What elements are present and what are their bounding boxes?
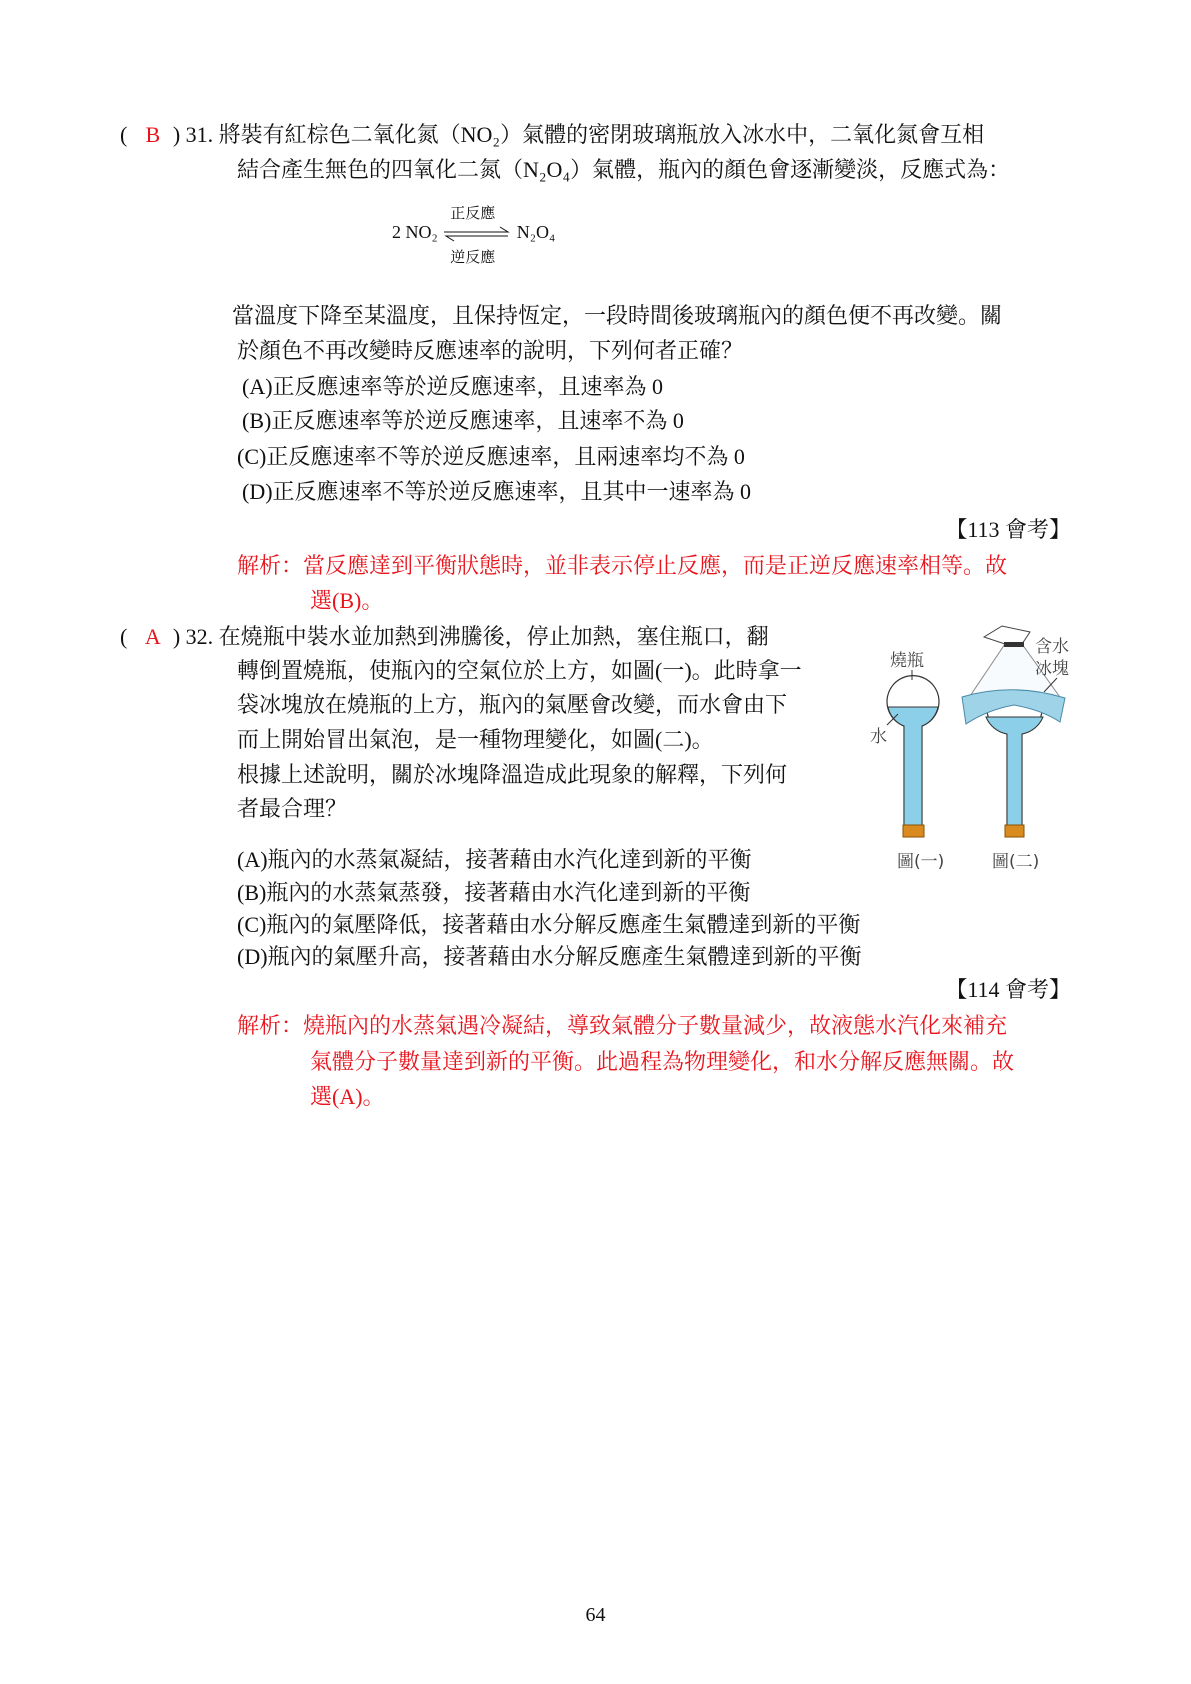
q32-option-d: (D)瓶內的氣壓升高，接著藉由水分解反應產生氣體達到新的平衡 <box>237 944 862 969</box>
flask-figure <box>862 622 1077 877</box>
q31-stem-line: 將裝有紅棕色二氧化氮（NO₂）氣體的密閉玻璃瓶放入冰水中，二氧化氮會互相 <box>218 122 985 147</box>
q31-option-d: (D)正反應速率不等於逆反應速率，且其中一速率為 0 <box>242 479 752 504</box>
q31-analysis-line: 解析：當反應達到平衡狀態時，並非表示停止反應，而是正逆反應速率相等。故 <box>237 553 1008 578</box>
ice-label-2: 冰塊 <box>1035 659 1069 679</box>
q31-para-line: 於顏色不再改變時反應速率的說明，下列何者正確？ <box>237 338 744 363</box>
fig1-caption: 圖(一) <box>897 852 945 872</box>
q32-analysis-line: 氣體分子數量達到新的平衡。此過程為物理變化，和水分解反應無關。故 <box>310 1049 1015 1074</box>
q31-source: 【113 會考】 <box>945 517 1071 542</box>
q32-option-c: (C)瓶內的氣壓降低，接著藉由水分解反應產生氣體達到新的平衡 <box>237 912 861 937</box>
eq-forward-label: 正反應 <box>450 205 496 222</box>
equilibrium-arrow-icon <box>442 205 512 266</box>
q31-option-b: (B)正反應速率等於逆反應速率，且速率不為 0 <box>242 408 684 433</box>
q32-number: 32. <box>185 624 214 649</box>
page-number: 64 <box>585 1604 606 1626</box>
eq-product: N₂O₄ <box>516 222 556 242</box>
q32-analysis-line: 解析：燒瓶內的水蒸氣遇冷凝結，導致氣體分子數量減少，故液態水汽化來補充 <box>237 1013 1008 1038</box>
q32-analysis-line: 選(A)。 <box>310 1084 385 1109</box>
q32-stem-line: 袋冰塊放在燒瓶的上方，瓶內的氣壓會改變，而水會由下 <box>237 692 788 717</box>
q32-answer: A <box>144 624 161 649</box>
fig2-caption: 圖(二) <box>992 852 1040 872</box>
q31-option-a: (A)正反應速率等於逆反應速率，且速率為 0 <box>242 374 664 399</box>
q32-stem-line: 轉倒置燒瓶，使瓶內的空氣位於上方，如圖(一)。此時拿一 <box>237 658 802 683</box>
eq-reactant: 2 NO₂ <box>392 222 438 242</box>
flask-fig-1 <box>870 651 944 872</box>
q31-equation <box>392 205 556 266</box>
q32-header: ( A ) 32. 在燒瓶中裝水並加熱到沸騰後，停止加熱，塞住瓶口，翻 <box>120 622 769 652</box>
q32-stem-line: 根據上述說明，關於冰塊降溫造成此現象的解釋，下列何 <box>237 762 788 787</box>
q31-analysis-line: 選(B)。 <box>310 588 384 613</box>
flask-fig-2 <box>962 626 1069 872</box>
ice-label-1: 含水 <box>1035 637 1069 657</box>
q32-option-a: (A)瓶內的水蒸氣凝結，接著藉由水汽化達到新的平衡 <box>237 847 752 872</box>
q32-option-b: (B)瓶內的水蒸氣蒸發，接著藉由水汽化達到新的平衡 <box>237 880 751 905</box>
water-label: 水 <box>870 727 887 747</box>
q31-stem-line: 結合產生無色的四氧化二氮（N₂O₄）氣體，瓶內的顏色會逐漸變淡，反應式為： <box>237 157 1011 182</box>
eq-reverse-label: 逆反應 <box>450 249 496 266</box>
q31-header: ( B ) 31. 將裝有紅棕色二氧化氮（NO₂）氣體的密閉玻璃瓶放入冰水中，二氧化氮會互相 <box>120 120 984 150</box>
q31-option-c: (C)正反應速率不等於逆反應速率，且兩速率均不為 0 <box>237 444 745 469</box>
q31-number: 31. <box>185 122 214 147</box>
q32-stem-line: 而上開始冒出氣泡，是一種物理變化，如圖(二)。 <box>237 727 714 752</box>
flask-label: 燒瓶 <box>890 651 924 671</box>
q32-stem-line: 者最合理？ <box>237 796 348 821</box>
q32-source: 【114 會考】 <box>945 977 1071 1002</box>
q31-answer: B <box>145 122 161 147</box>
q31-para-line: 當溫度下降至某溫度，且保持恆定，一段時間後玻璃瓶內的顏色便不再改變。關 <box>232 303 1003 328</box>
q32-stem-line: 在燒瓶中裝水並加熱到沸騰後，停止加熱，塞住瓶口，翻 <box>218 624 769 649</box>
